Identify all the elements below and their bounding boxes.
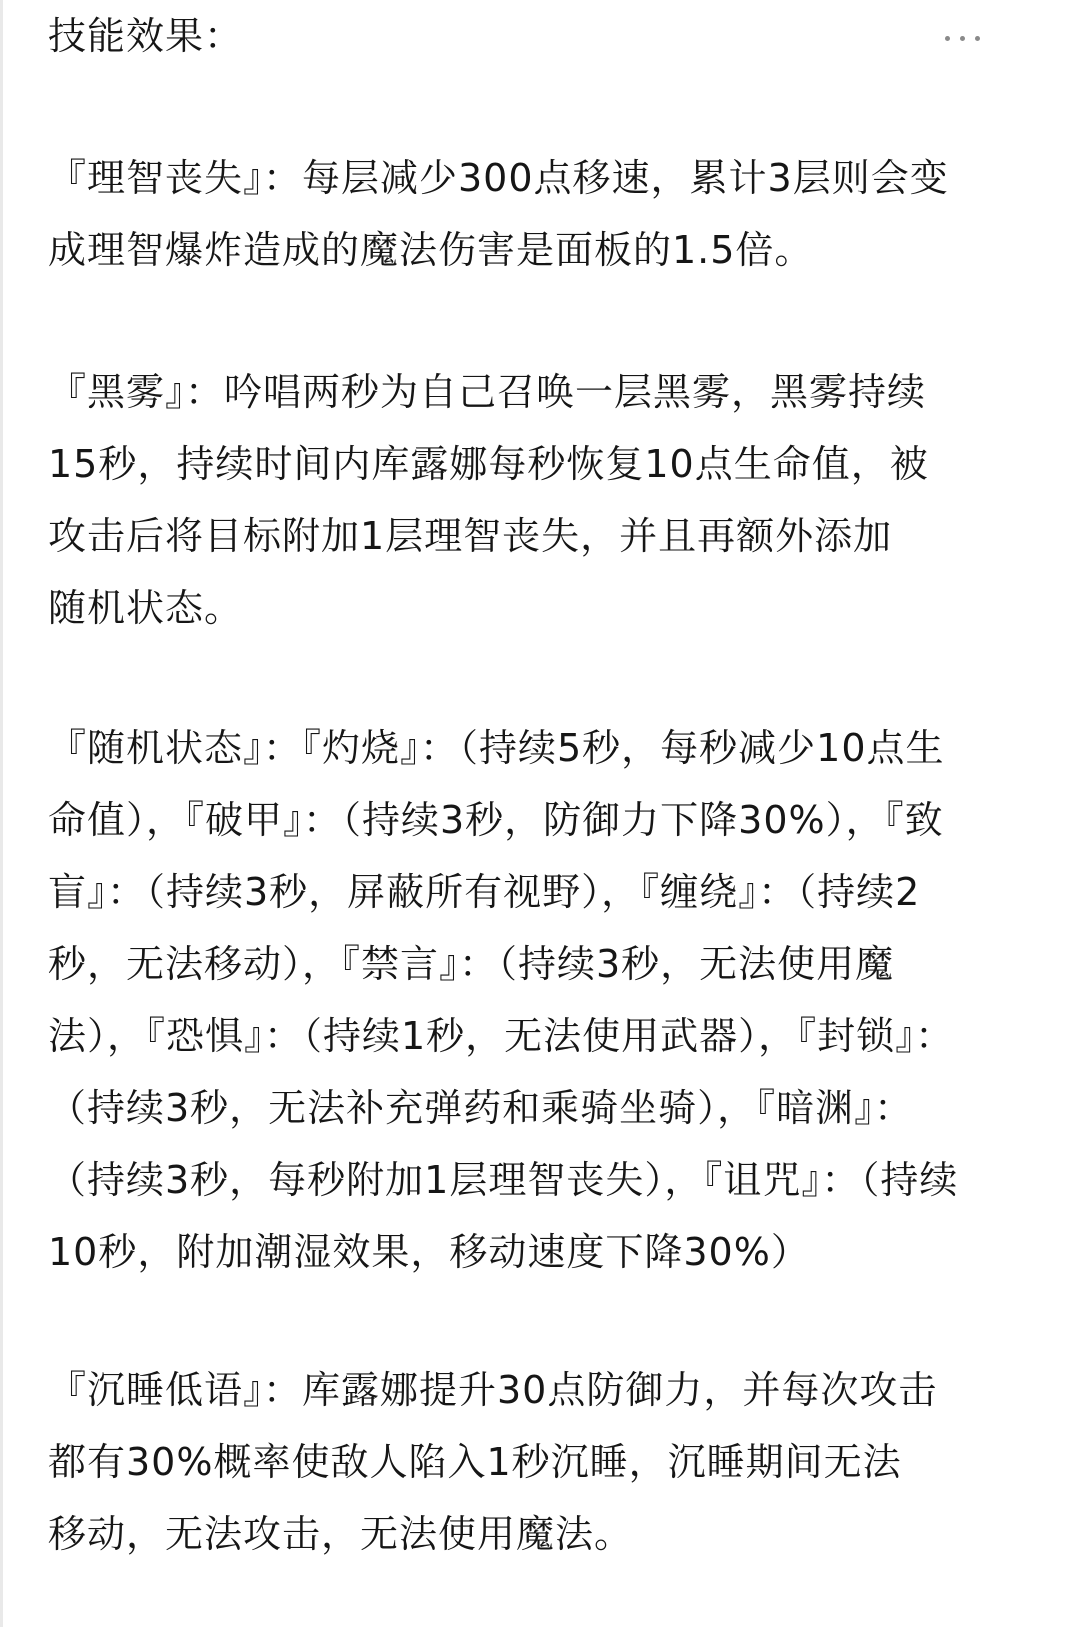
text-line: 攻击后将目标附加1层理智丧失，并且再额外添加 [48,514,893,558]
text-line: 『随机状态』：『灼烧』：（持续5秒，每秒减少10点生 [48,726,945,770]
text-line: 『理智丧失』：每层减少300点移速，累计3层则会变 [48,156,949,200]
paragraph-sleep-whisper [48,1354,1038,1570]
paragraph-random-status [48,712,1038,1288]
dot [945,36,950,41]
text-line: 移动，无法攻击，无法使用魔法。 [48,1512,634,1556]
text-line: 秒，无法移动），『禁言』：（持续3秒，无法使用魔 [48,942,895,986]
text-line: 10秒，附加潮湿效果，移动速度下降30%） [48,1230,810,1274]
text-line: 命值），『破甲』：（持续3秒，防御力下降30%），『致 [48,798,944,842]
text-line: 随机状态。 [48,586,244,630]
text-line: 都有30%概率使敌人陷入1秒沉睡，沉睡期间无法 [48,1440,902,1484]
page-left-edge [0,0,3,1627]
text-line: 成理智爆炸造成的魔法伤害是面板的1.5倍。 [48,228,814,272]
paragraph-sanity-loss [48,142,1038,286]
text-line: 法），『恐惧』：（持续1秒，无法使用武器），『封锁』： [48,1014,955,1058]
section-heading: 技能效果： [48,14,244,58]
text-line: （持续3秒，每秒附加1层理智丧失），『诅咒』：（持续 [48,1158,959,1202]
dot [975,36,980,41]
text-line: 15秒，持续时间内库露娜每秒恢复10点生命值，被 [48,442,929,486]
text-line: 『沉睡低语』：库露娜提升30点防御力，并每次攻击 [48,1368,938,1412]
text-line: 盲』：（持续3秒，屏蔽所有视野），『缠绕』：（持续2 [48,870,921,914]
text-line: 『黑雾』：吟唱两秒为自己召唤一层黑雾，黑雾持续 [48,370,927,414]
paragraph-black-fog [48,356,1038,644]
text-line: （持续3秒，无法补充弹药和乘骑坐骑），『暗渊』： [48,1086,914,1130]
more-dots-icon[interactable] [945,36,980,41]
dot [960,36,965,41]
